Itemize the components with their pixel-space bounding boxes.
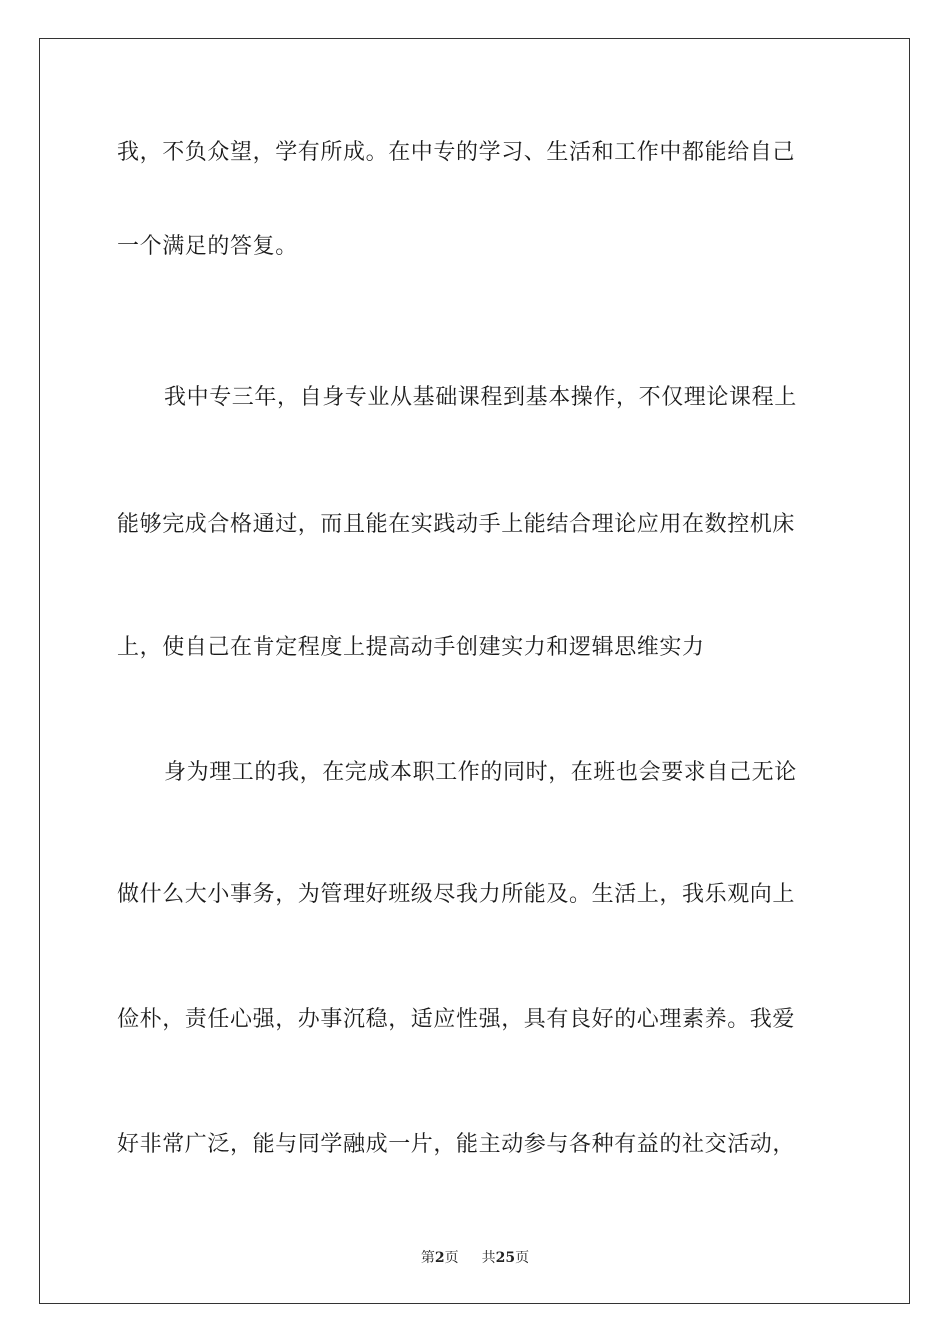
paragraph-start-line: 身为理工的我，在完成本职工作的同时，在班也会要求自己无论 xyxy=(164,760,797,785)
paragraph-start-line: 我中专三年，自身专业从基础课程到基本操作，不仅理论课程上 xyxy=(164,385,797,410)
text-line: 好非常广泛，能与同学融成一片，能主动参与各种有益的社交活动， xyxy=(117,1132,796,1157)
text-line: 俭朴，责任心强，办事沉稳，适应性强，具有良好的心理素养。我爱 xyxy=(117,1007,796,1032)
text-line: 一个满足的答复。 xyxy=(117,234,298,259)
total-pages-indicator: 共25页 xyxy=(481,1250,530,1266)
total-pages: 25 xyxy=(495,1250,516,1266)
text-line: 做什么大小事务，为管理好班级尽我力所能及。生活上，我乐观向上 xyxy=(117,882,796,907)
page-footer xyxy=(0,1248,950,1268)
page-border xyxy=(39,38,910,1304)
page-number: 2 xyxy=(434,1250,445,1266)
text-line: 能够完成合格通过，而且能在实践动手上能结合理论应用在数控机床 xyxy=(117,512,796,537)
text-line: 我，不负众望，学有所成。在中专的学习、生活和工作中都能给自己 xyxy=(117,140,796,165)
text-line: 上，使自己在肯定程度上提高动手创建实力和逻辑思维实力 xyxy=(117,635,705,660)
page-indicator: 第2页 xyxy=(420,1250,459,1266)
